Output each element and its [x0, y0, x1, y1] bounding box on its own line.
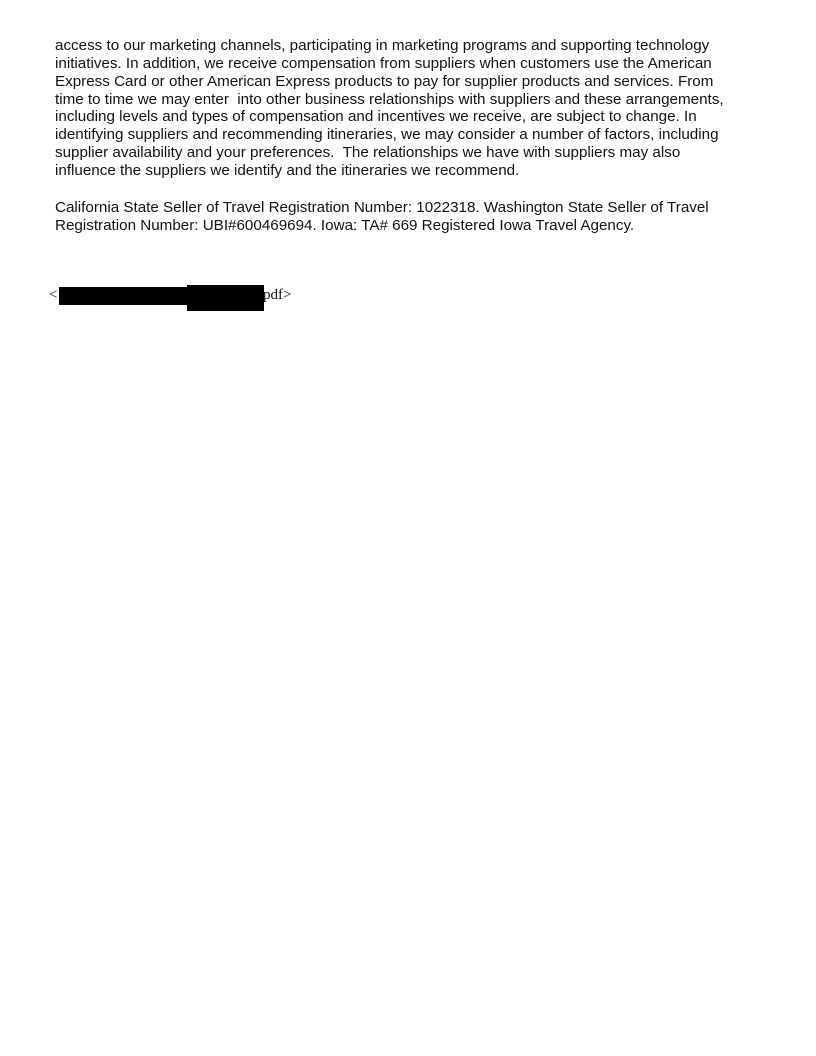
redaction-block — [59, 287, 187, 305]
attachment-open-bracket: < — [49, 287, 58, 303]
attachment-filename-suffix: pdf> — [263, 287, 292, 303]
compensation-disclosure-paragraph: access to our marketing channels, participating in marketing programs and supporting technology initiatives. In addition, we receive compensation from suppliers when customers use the American Express Card or other American Express products to pay for supplier products and services. From time to time we may enter into other business relationships with suppliers and these arrangements, including levels and types of compensation and incentives we receive, are subject to change. In identifying suppliers and recommending itineraries, we may consider a number of factors, including supplier availability and your preferences. The relationships we have with suppliers may also influence the suppliers we identify and the itineraries we recommend. — [55, 37, 724, 179]
seller-of-travel-registration-paragraph: California State Seller of Travel Registration Number: 1022318. Washington State Seller of Travel Registration Number: UBI#600469694. Iowa: TA# 669 Registered Iowa Travel Agency. — [55, 199, 709, 234]
redaction-block — [187, 285, 264, 311]
